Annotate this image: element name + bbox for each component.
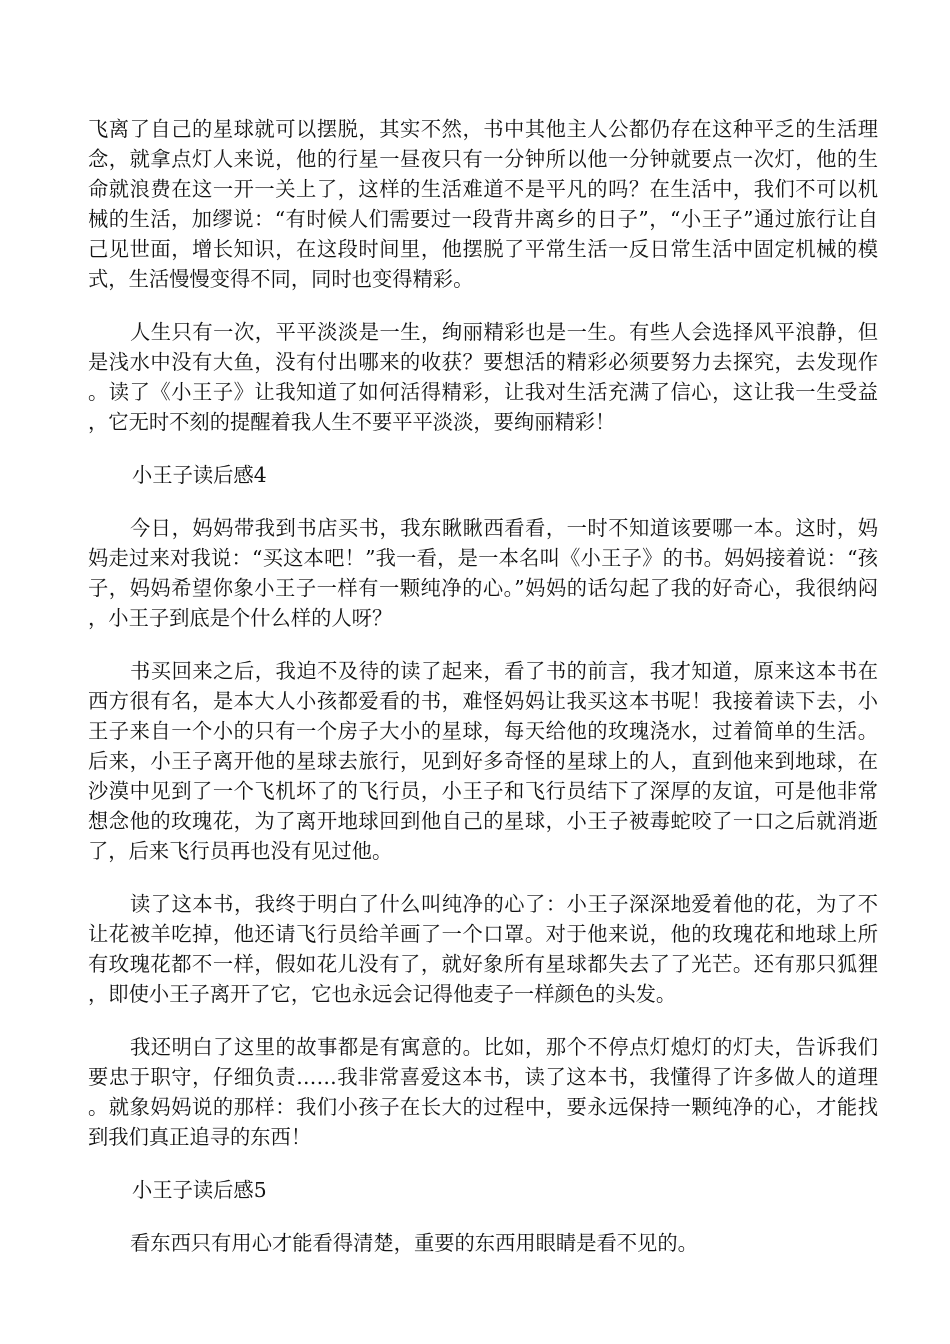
document-page [88, 114, 878, 1281]
paragraph: 飞离了自己的星球就可以摆脱，其实不然，书中其他主人公都仍存在这种平乏的生活理念，就拿点灯人来说，他的行星一昼夜只有一分钟所以他一分钟就要点一次灯，他的生命就浪费在这一开一关上了，这样的生活难道不是平凡的吗？在生活中，我们不可以机械的生活，加缪说：“有时候人们需要过一段背井离乡的日子”，“小王子”通过旅行让自己见世面，增长知识，在这段时间里，他摆脱了平常生活一反日常生活中固定机械的模式，生活慢慢变得不同，同时也变得精彩。 [88, 117, 878, 291]
paragraph: 读了这本书，我终于明白了什么叫纯净的心了：小王子深深地爱着他的花，为了不让花被羊吃掉，他还请飞行员给羊画了一个口罩。对于他来说，他的玫瑰花和地球上所有玫瑰花都不一样，假如花儿没有了，就好象所有星球都失去了了光芒。还有那只狐狸，即使小王子离开了它，它也永远会记得他麦子一样颜色的头发。 [88, 892, 878, 1006]
section-heading: 小王子读后感5 [132, 1178, 267, 1202]
paragraph: 我还明白了这里的故事都是有寓意的。比如，那个不停点灯熄灯的灯夫，告诉我们要忠于职守，仔细负责……我非常喜爱这本书，读了这本书，我懂得了许多做人的道理。就象妈妈说的那样：我们小孩子在长大的过程中，要永远保持一颗纯净的心，才能找到我们真正追寻的东西！ [88, 1035, 878, 1149]
paragraph: 看东西只有用心才能看得清楚，重要的东西用眼睛是看不见的。 [130, 1231, 698, 1255]
paragraph: 今日，妈妈带我到书店买书，我东瞅瞅西看看，一时不知道该要哪一本。这时，妈妈走过来对我说：“买这本吧！”我一看，是一本名叫《小王子》的书。妈妈接着说：“孩子，妈妈希望你象小王子一样有一颗纯净的心。”妈妈的话勾起了我的好奇心，我很纳闷，小王子到底是个什么样的人呀？ [88, 516, 878, 630]
paragraph: 人生只有一次，平平淡淡是一生，绚丽精彩也是一生。有些人会选择风平浪静，但是浅水中没有大鱼，没有付出哪来的收获？要想活的精彩必须要努力去探究，去发现作。读了《小王子》让我知道了如何活得精彩，让我对生活充满了信心，这让我一生受益，它无时不刻的提醒着我人生不要平平淡淡，要绚丽精彩！ [88, 320, 878, 434]
section-heading: 小王子读后感4 [132, 463, 267, 487]
paragraph: 书买回来之后，我迫不及待的读了起来，看了书的前言，我才知道，原来这本书在西方很有名，是本大人小孩都爱看的书，难怪妈妈让我买这本书呢！我接着读下去，小王子来自一个小的只有一个房子大小的星球，每天给他的玫瑰浇水，过着简单的生活。后来，小王子离开他的星球去旅行，见到好多奇怪的星球上的人，直到他来到地球，在沙漠中见到了一个飞机坏了的飞行员，小王子和飞行员结下了深厚的友谊，可是他非常想念他的玫瑰花，为了离开地球回到他自己的星球，小王子被毒蛇咬了一口之后就消逝了，后来飞行员再也没有见过他。 [88, 659, 878, 863]
